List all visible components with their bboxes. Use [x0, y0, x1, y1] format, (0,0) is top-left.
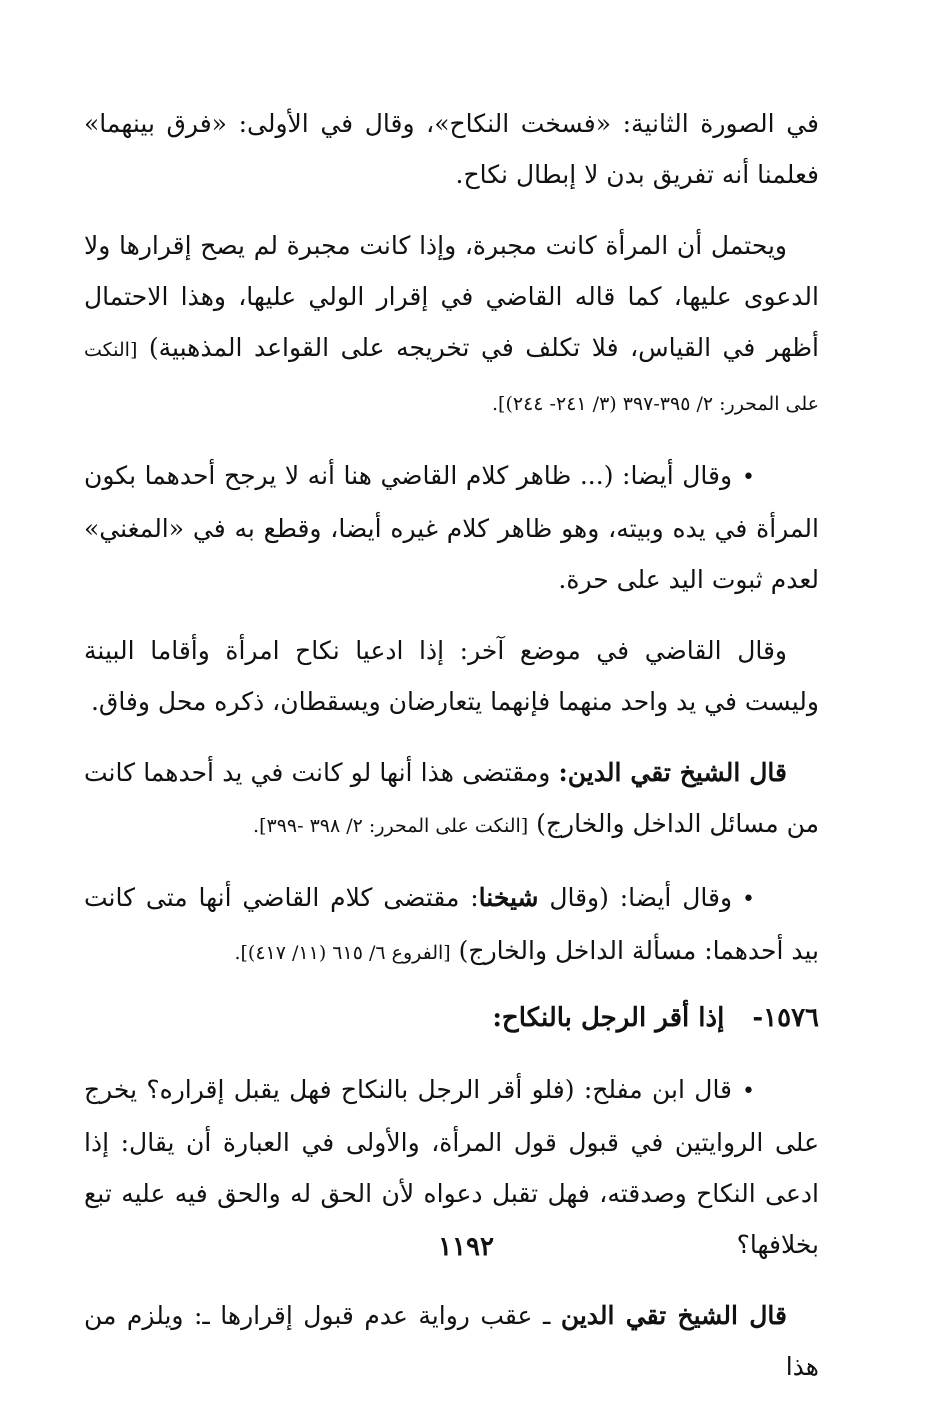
bullet-icon: •: [742, 1079, 755, 1104]
paragraph-1: [84, 98, 819, 200]
section-heading: [84, 993, 819, 1044]
paragraph-6: [84, 872, 819, 979]
page-body: [84, 98, 819, 1412]
paragraph-7-text: قال ابن مفلح: (فلو أقر الرجل بالنكاح فهل يقبل إقراره؟ يخرج على الروايتين في قبول قول المرأة، والأولى في العبارة أن يقال: إذا ادعى النكاح وصدقته، فهل تقبل دعواه لأن الحق له والحق فيه عليه تبع بخلافها؟: [84, 1075, 819, 1259]
paragraph-8-text: ـ عقب رواية عدم قبول إقرارها ـ: ويلزم من هذا: [84, 1301, 819, 1381]
paragraph-6-bold: شيخنا: [478, 883, 539, 912]
paragraph-2: [84, 220, 819, 430]
paragraph-2-text: ويحتمل أن المرأة كانت مجبرة، وإذا كانت مجبرة لم يصح إقرارها ولا الدعوى عليها، كما قاله القاضي في إقرار الولي عليها، وهذا الاحتمال أظهر في القياس، فلا تكلف في تخريجه على القواعد المذهبية): [84, 231, 819, 362]
paragraph-3-text: وقال أيضا: (... ظاهر كلام القاضي هنا أنه لا يرجح أحدهما بكون المرأة في يده وبيته، وهو ظاهر كلام غيره أيضا، وقطع به في «المغني» لعدم ثبوت اليد على حرة.: [84, 461, 819, 594]
paragraph-8-lead: قال الشيخ تقي الدين: [560, 1301, 787, 1330]
bullet-icon: •: [742, 465, 755, 490]
paragraph-5-lead: قال الشيخ تقي الدين:: [558, 758, 787, 787]
citation-5: [النكت على المحرر: ٢/ ٣٩٨ -٣٩٩].: [253, 815, 529, 837]
paragraph-4: [84, 625, 819, 727]
paragraph-6-text: : مقتضى كلام القاضي أنها متى كانت بيد أحدهما: مسألة الداخل والخارج): [84, 883, 819, 965]
citation-6: [الفروع ٦/ ٦١٥ (١١/ ٤١٧)].: [234, 942, 451, 964]
paragraph-5: [84, 747, 819, 852]
paragraph-5-text: ومقتضى هذا أنها لو كانت في يد أحدهما كانت من مسائل الداخل والخارج): [84, 758, 819, 838]
paragraph-1-text: في الصورة الثانية: «فسخت النكاح»، وقال في الأولى: «فرق بينهما» فعلمنا أنه تفريق بدن لا إبطال نكاح.: [84, 109, 819, 189]
citation-2: [النكت على المحرر: ٢/ ٣٩٥-٣٩٧ (٣/ ٢٤١- ٢٤٤)].: [84, 339, 819, 415]
paragraph-3: [84, 450, 819, 605]
paragraph-8: [84, 1290, 819, 1392]
section-title: إذا أقر الرجل بالنكاح:: [492, 1003, 725, 1033]
bullet-icon: •: [742, 887, 756, 912]
paragraph-4-text: وقال القاضي في موضع آخر: إذا ادعيا نكاح امرأة وأقاما البينة وليست في يد واحد منهما فإنهما يتعارضان ويسقطان، ذكره محل وفاق.: [84, 636, 819, 716]
page-number: ١١٩٢: [438, 1232, 494, 1262]
section-number: ١٥٧٦-: [752, 1003, 819, 1033]
paragraph-6-pre: وقال أيضا: (وقال: [549, 883, 733, 912]
